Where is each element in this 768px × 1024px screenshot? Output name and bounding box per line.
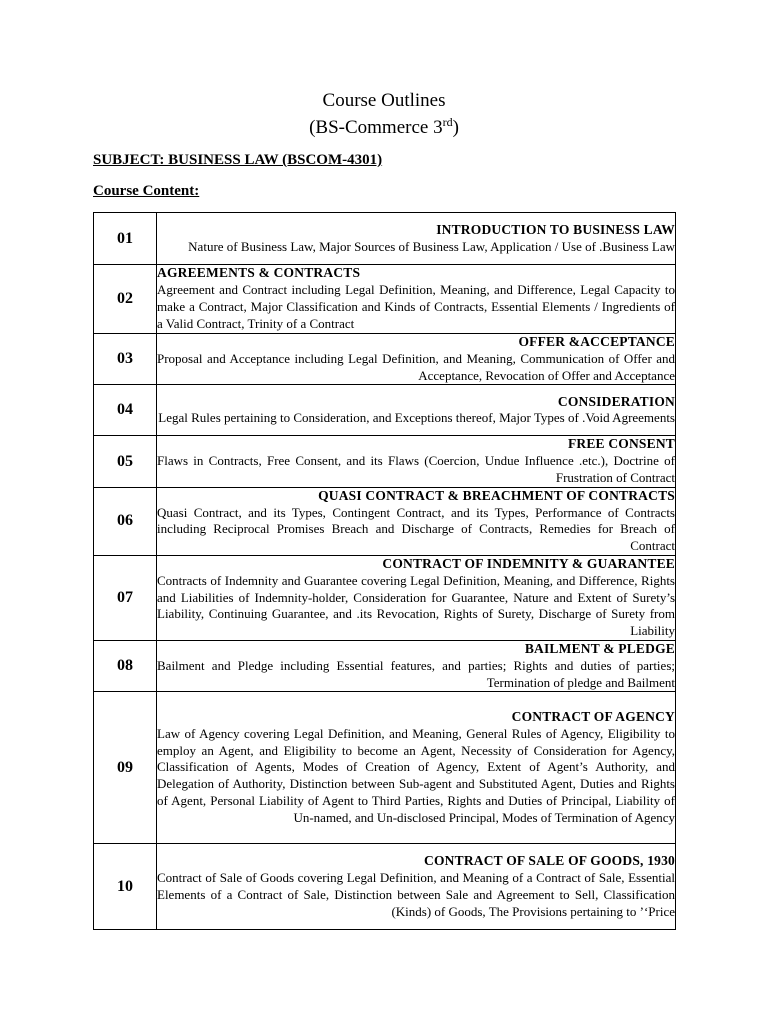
row-description: Agreement and Contract including Legal Definition, Meaning, and Difference, Legal Capacity to make a Contract, Major Classification and Kinds of Contracts, Essential Elements / Ingredients of a Valid Contract, Trinity of a Contract	[157, 282, 675, 331]
row-number: 06	[94, 487, 157, 555]
row-heading: CONTRACT OF SALE OF GOODS, 1930	[424, 853, 675, 869]
row-content	[157, 692, 676, 844]
row-content	[157, 487, 676, 555]
row-content	[157, 213, 676, 265]
row-number: 05	[94, 436, 157, 487]
course-content-label: Course Content:	[93, 183, 200, 199]
table-row	[94, 385, 676, 436]
table-row	[94, 213, 676, 265]
row-number: 01	[94, 213, 157, 265]
row-number: 02	[94, 265, 157, 334]
page-title: Course Outlines	[322, 90, 446, 111]
row-content	[157, 844, 676, 930]
row-content	[157, 385, 676, 436]
row-heading: QUASI CONTRACT & BREACHMENT OF CONTRACTS	[318, 487, 675, 503]
subject-heading: SUBJECT: BUSINESS LAW (BSCOM-4301)	[93, 152, 383, 168]
row-heading: CONTRACT OF AGENCY	[511, 709, 675, 725]
row-content	[157, 334, 676, 385]
row-number: 09	[94, 692, 157, 844]
row-description: Bailment and Pledge including Essential features, and parties; Rights and duties of parties; Termination of pledge and Bailment	[157, 657, 675, 690]
table-row	[94, 436, 676, 487]
row-content	[157, 436, 676, 487]
row-heading: OFFER &ACCEPTANCE	[518, 334, 675, 349]
row-description: Quasi Contract, and its Types, Contingent Contract, and its Types, Performance of Contracts including Reciprocal Promises Breach and Discharge of Contracts, Remedies for Breach of Contract	[157, 504, 675, 554]
row-heading: INTRODUCTION TO BUSINESS LAW	[436, 221, 675, 237]
page-subtitle	[0, 115, 768, 142]
table-row	[94, 692, 676, 844]
row-description: Nature of Business Law, Major Sources of Business Law, Application / Use of .Business Law	[188, 238, 675, 254]
row-description: Law of Agency covering Legal Definition, and Meaning, General Rules of Agency, Eligibility to employ an Agent, and Eligibility to become an Agent, Necessity of Consideration for Agency, Classification of Agents, Modes of Creation of Agency, Extent of Agent’s Authority, and Delegation of Authority, Distinction between Sub-agent and Substituted Agent, Duties and Rights of Agent, Personal Liability of Agent to Third Parties, Rights and Duties of Principal, Liability of Un-named, and Un-disclosed Principal, Modes of Termination of Agency	[157, 725, 675, 825]
row-number: 10	[94, 844, 157, 930]
row-content	[157, 640, 676, 691]
row-description: Legal Rules pertaining to Consideration, and Exceptions thereof, Major Types of .Void Agreements	[158, 410, 675, 426]
table-row	[94, 844, 676, 930]
row-content	[157, 265, 676, 334]
row-number: 04	[94, 385, 157, 436]
table-row	[94, 265, 676, 334]
subtitle-text: (BS-Commerce 3	[309, 117, 443, 138]
row-description: Proposal and Acceptance including Legal Definition, and Meaning, Communication of Offer and Acceptance, Revocation of Offer and Acceptance	[157, 350, 675, 383]
subtitle-close: )	[452, 117, 459, 138]
row-heading: BAILMENT & PLEDGE	[524, 640, 675, 656]
row-content	[157, 555, 676, 640]
row-heading: AGREEMENTS & CONTRACTS	[157, 265, 361, 281]
row-heading: CONTRACT OF INDEMNITY & GUARANTEE	[382, 555, 675, 571]
table-row	[94, 334, 676, 385]
row-number: 03	[94, 334, 157, 385]
table-row	[94, 487, 676, 555]
row-description: Contracts of Indemnity and Guarantee covering Legal Definition, Meaning, and Difference, Rights and Liabilities of Indemnity-holder, Consideration for Guarantee, Nature and Extent of Surety’s Liability, Continuing Guarantee, and .its Revocation, Rights of Surety, Discharge of Surety from Liability	[157, 572, 675, 639]
row-description: Contract of Sale of Goods covering Legal Definition, and Meaning of a Contract of Sale, Essential Elements of a Contract of Sale, Distinction between Sale and Agreement to Sell, Classification (Kinds) of Goods, The Provisions pertaining to ’‘Price	[157, 870, 675, 919]
table-row	[94, 640, 676, 691]
row-heading: CONSIDERATION	[557, 393, 675, 409]
row-heading: FREE CONSENT	[567, 436, 675, 452]
row-number: 08	[94, 640, 157, 691]
row-number: 07	[94, 555, 157, 640]
row-description: Flaws in Contracts, Free Consent, and its Flaws (Coercion, Undue Influence .etc.), Doctrine of Frustration of Contract	[157, 453, 675, 485]
subtitle-superscript: rd	[442, 115, 453, 129]
course-outline-table	[93, 212, 676, 930]
table-row	[94, 555, 676, 640]
